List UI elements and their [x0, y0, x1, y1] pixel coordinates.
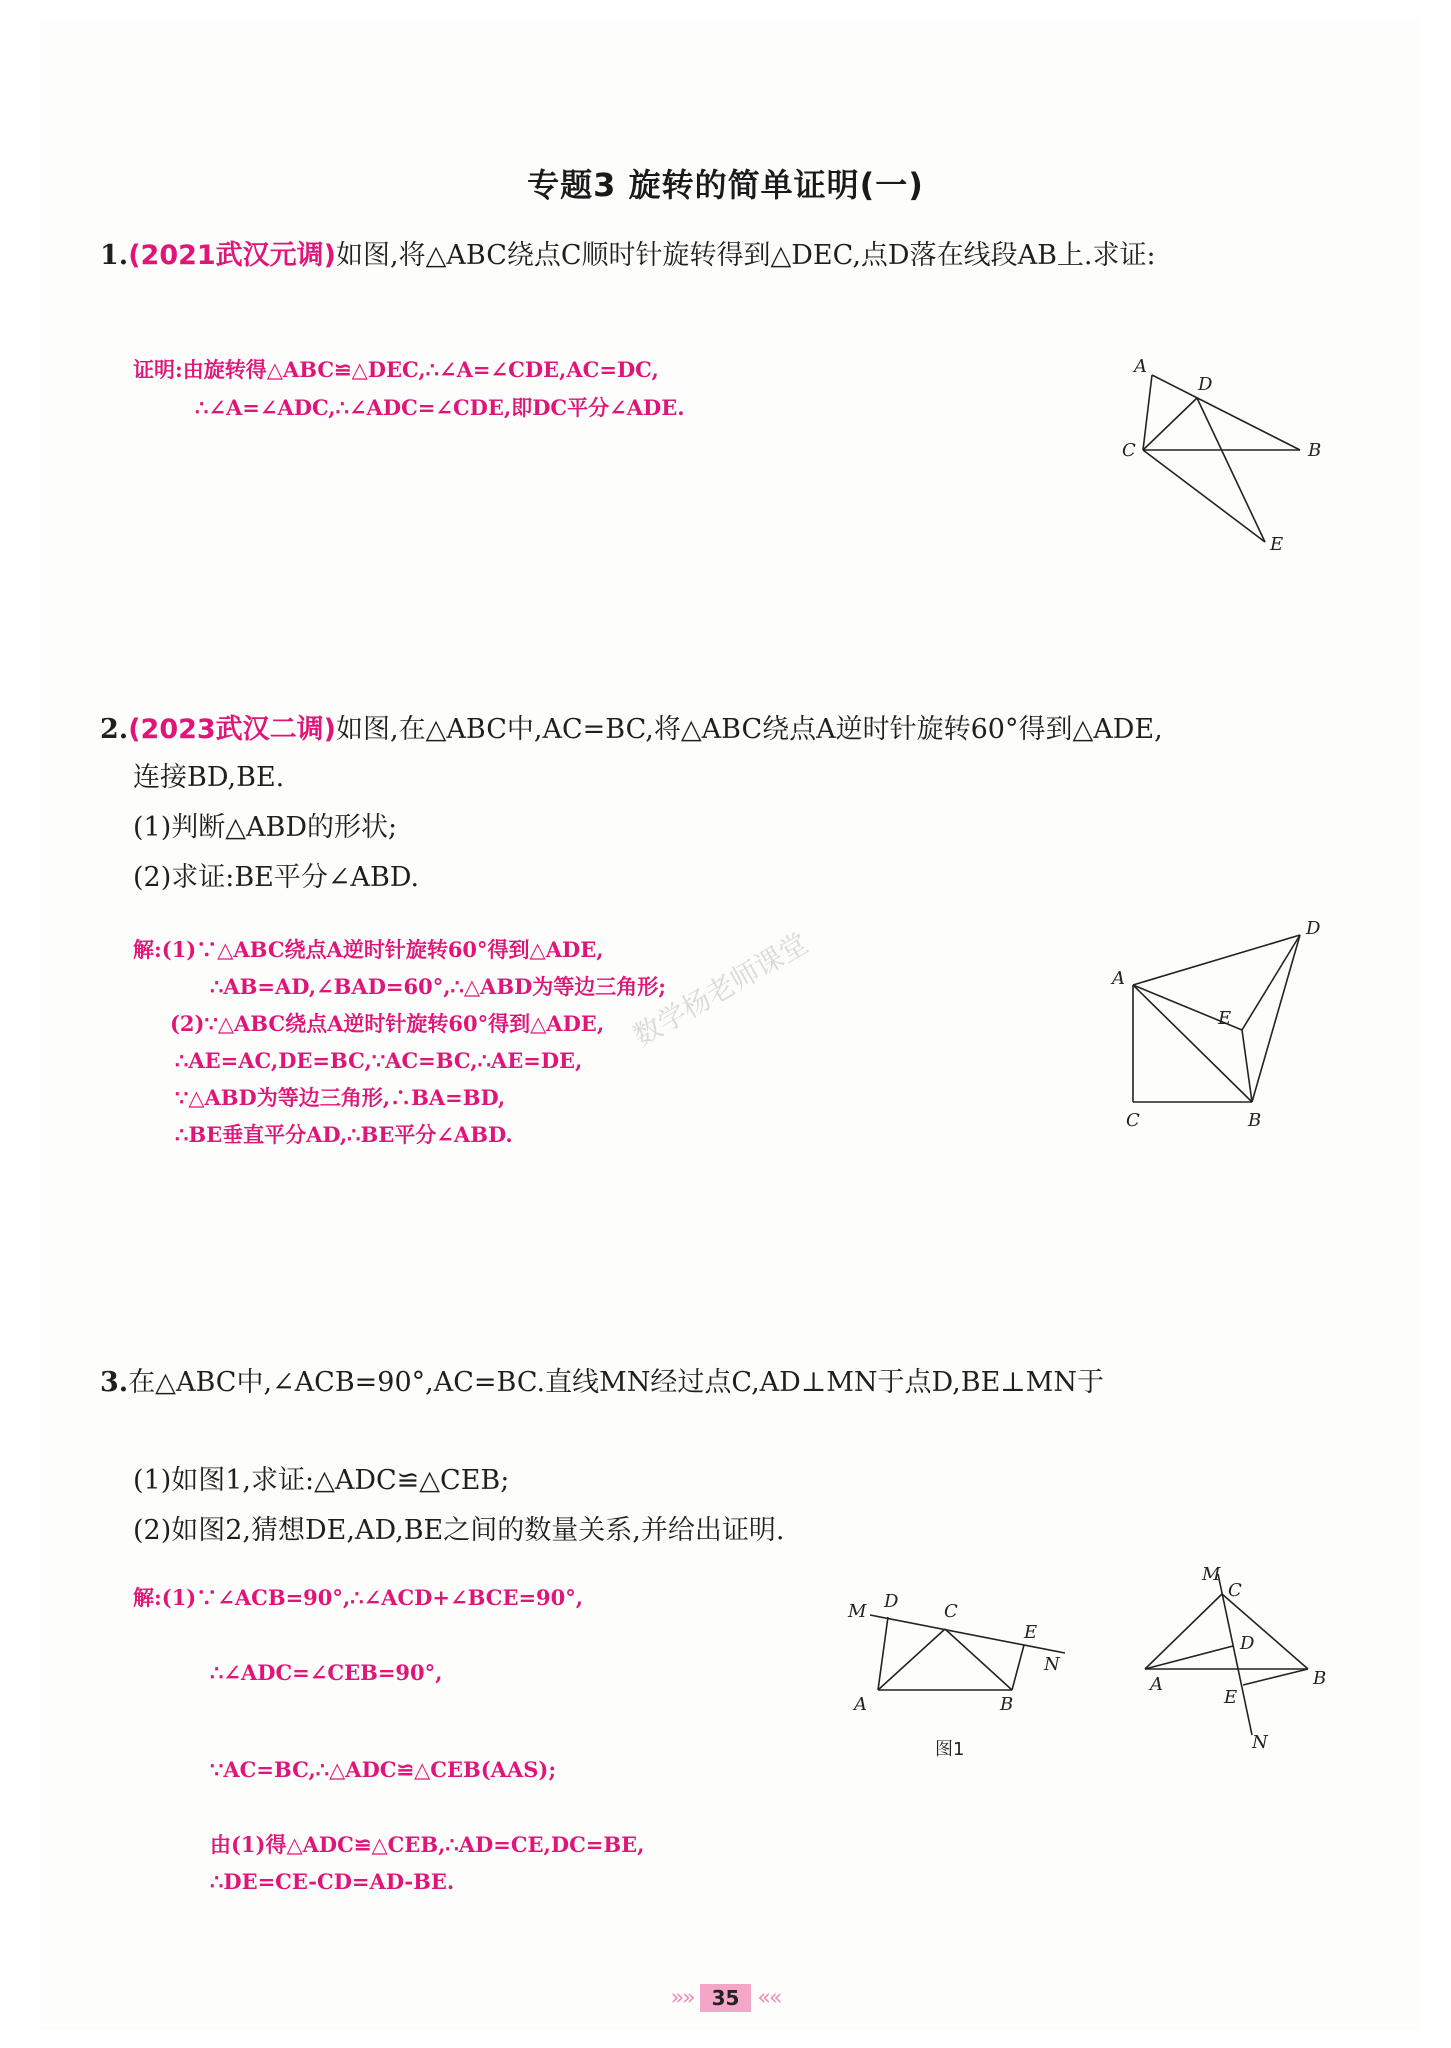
- label-C: C: [944, 1601, 958, 1622]
- page-arrows-left: »»: [670, 1985, 694, 2011]
- label-B: B: [1308, 440, 1322, 461]
- label-B: B: [1248, 1110, 1262, 1131]
- page-number: [0, 1984, 1451, 2012]
- page-title: 专题3 旋转的简单证明(一): [527, 166, 924, 204]
- question-source: (2023武汉二调): [128, 714, 337, 745]
- answer-2-line-3: (2)∵△ABC绕点A逆时针旋转60°得到△ADE,: [170, 1011, 605, 1036]
- label-A: A: [1134, 356, 1147, 377]
- label-M: M: [1202, 1564, 1221, 1585]
- watermark: 数学杨老师课堂: [627, 926, 814, 1053]
- label-A: A: [1112, 968, 1125, 989]
- answer-3-line-4: 由(1)得△ADC≌△CEB,∴AD=CE,DC=BE,: [210, 1832, 645, 1857]
- label-D: D: [1198, 374, 1213, 395]
- answer-3-line-1: 解:(1)∵∠ACB=90°,∴∠ACD+∠BCE=90°,: [133, 1585, 584, 1610]
- figure-1-caption: 图1: [935, 1739, 965, 1760]
- answer-3-line-2: ∴∠ADC=∠CEB=90°,: [210, 1660, 443, 1685]
- question-text: 如图,在△ABC中,AC=BC,将△ABC绕点A逆时针旋转60°得到△ADE,: [336, 714, 1163, 745]
- question-3-part-1: (1)如图1,求证:△ADC≌△CEB;: [133, 1465, 510, 1496]
- label-B: B: [1000, 1694, 1014, 1715]
- label-D: D: [884, 1591, 899, 1612]
- label-E: E: [1218, 1008, 1232, 1029]
- label-E: E: [1024, 1622, 1038, 1643]
- figure-q1: [1110, 350, 1340, 570]
- question-3: [100, 1365, 1104, 1401]
- question-2-part-1: (1)判断△ABD的形状;: [133, 812, 398, 843]
- question-number: 3.: [100, 1367, 129, 1398]
- answer-1-line-2: ∴∠A=∠ADC,∴∠ADC=∠CDE,即DC平分∠ADE.: [195, 395, 685, 420]
- figure-2-q3: [1130, 1560, 1340, 1750]
- label-A: A: [1150, 1674, 1163, 1695]
- question-source: (2021武汉元调): [128, 240, 337, 271]
- label-M: M: [848, 1601, 867, 1622]
- page-arrows-right: ««: [757, 1985, 781, 2011]
- answer-2-line-1: 解:(1)∵△ABC绕点A逆时针旋转60°得到△ADE,: [133, 937, 604, 962]
- label-C: C: [1122, 440, 1136, 461]
- page-number-box: 35: [700, 1984, 752, 2012]
- label-N: N: [1044, 1654, 1060, 1675]
- label-C: C: [1126, 1110, 1140, 1131]
- figure-q2: [1100, 920, 1340, 1140]
- answer-1-line-1: 证明:由旋转得△ABC≌△DEC,∴∠A=∠CDE,AC=DC,: [133, 357, 659, 382]
- question-3-part-2: (2)如图2,猜想DE,AD,BE之间的数量关系,并给出证明.: [133, 1515, 785, 1546]
- question-2: [100, 712, 1163, 748]
- label-D: D: [1240, 1633, 1255, 1654]
- answer-2-line-2: ∴AB=AD,∠BAD=60°,∴△ABD为等边三角形;: [210, 974, 667, 999]
- question-number: 2.: [100, 714, 129, 745]
- figure-1-q3: [840, 1580, 1080, 1760]
- question-text: 如图,将△ABC绕点C顺时针旋转得到△DEC,点D落在线段AB上.求证:: [336, 240, 1156, 271]
- answer-2-line-4: ∴AE=AC,DE=BC,∵AC=BC,∴AE=DE,: [175, 1048, 583, 1073]
- label-E: E: [1224, 1687, 1238, 1708]
- question-text: 在△ABC中,∠ACB=90°,AC=BC.直线MN经过点C,AD⊥MN于点D,BE⊥MN于: [128, 1367, 1104, 1398]
- label-D: D: [1306, 920, 1321, 939]
- answer-3-line-5: ∴DE=CE-CD=AD-BE.: [210, 1869, 455, 1894]
- question-1: [100, 238, 1156, 274]
- answer-3-line-3: ∵AC=BC,∴△ADC≌△CEB(AAS);: [210, 1757, 557, 1782]
- label-C: C: [1228, 1580, 1242, 1601]
- label-A: A: [854, 1694, 867, 1715]
- question-2-part-2: (2)求证:BE平分∠ABD.: [133, 862, 420, 893]
- label-N: N: [1252, 1732, 1268, 1750]
- question-2-text-2: 连接BD,BE.: [133, 762, 285, 793]
- question-number: 1.: [100, 240, 129, 271]
- label-E: E: [1270, 534, 1284, 555]
- answer-2-line-5: ∵△ABD为等边三角形,∴BA=BD,: [175, 1085, 506, 1110]
- answer-2-line-6: ∴BE垂直平分AD,∴BE平分∠ABD.: [175, 1122, 513, 1147]
- label-B: B: [1313, 1668, 1327, 1689]
